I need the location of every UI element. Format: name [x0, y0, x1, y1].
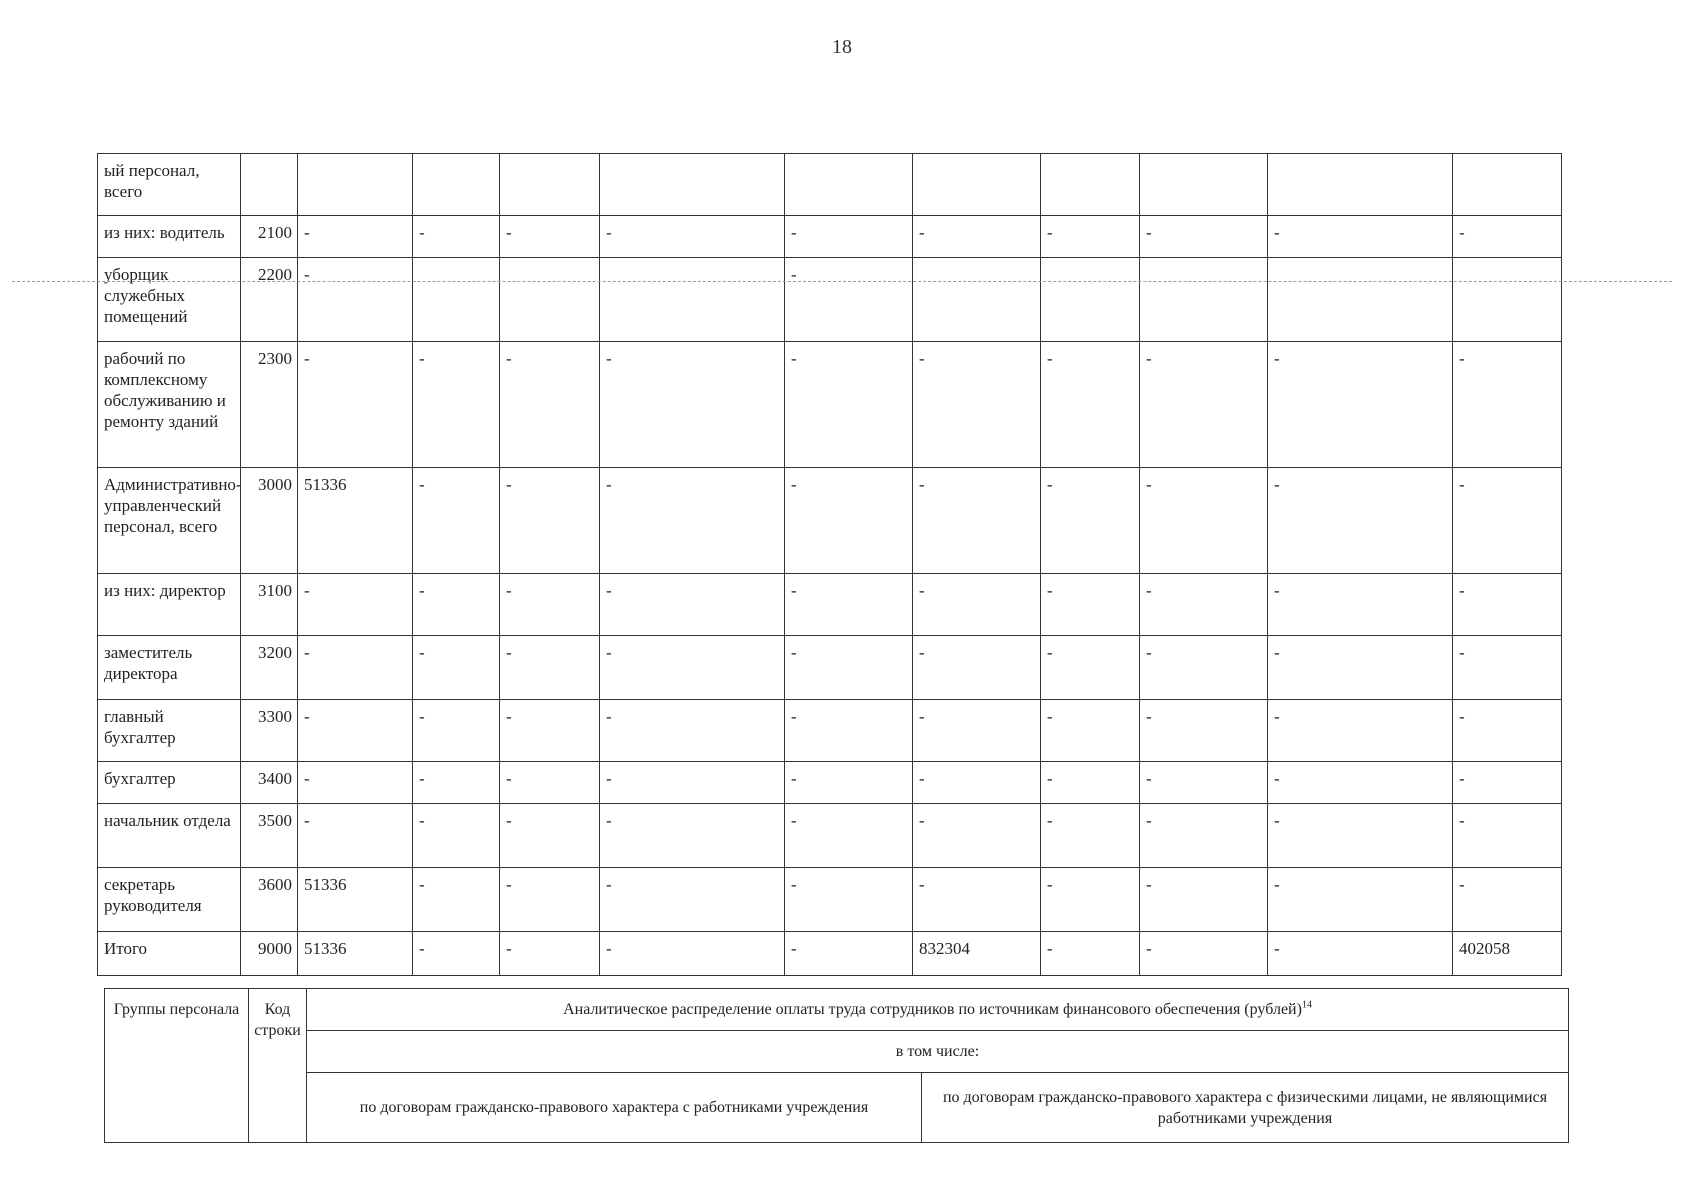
scan-artifact-line: [12, 281, 1672, 282]
row-cell: -: [1140, 342, 1268, 468]
staff-payroll-table: [97, 153, 1562, 976]
row-cell: [413, 258, 500, 342]
row-cell: -: [785, 804, 913, 868]
row-cell: -: [500, 762, 600, 804]
row-cell: -: [1041, 574, 1140, 636]
row-cell: -: [1140, 868, 1268, 932]
row-cell: -: [298, 762, 413, 804]
row-cell: -: [413, 804, 500, 868]
row-cell: -: [413, 342, 500, 468]
row-cell: -: [785, 342, 913, 468]
row-cell: -: [1140, 804, 1268, 868]
table-row: [98, 762, 1562, 804]
row-cell: 402058: [1453, 932, 1562, 976]
row-cell: -: [1140, 700, 1268, 762]
table-row: [98, 342, 1562, 468]
row-cell: -: [1140, 216, 1268, 258]
row-cell: [1041, 154, 1140, 216]
row-cell: [1140, 154, 1268, 216]
row-code: 2100: [241, 216, 298, 258]
row-cell: -: [600, 636, 785, 700]
row-cell: -: [413, 700, 500, 762]
row-cell: -: [1041, 700, 1140, 762]
row-cell: -: [600, 868, 785, 932]
row-code: 3500: [241, 804, 298, 868]
row-cell: -: [413, 636, 500, 700]
row-cell: -: [913, 216, 1041, 258]
row-cell: -: [600, 700, 785, 762]
row-cell: -: [298, 804, 413, 868]
row-cell: -: [1268, 574, 1453, 636]
row-cell: -: [600, 216, 785, 258]
row-code: 2300: [241, 342, 298, 468]
row-cell: -: [913, 636, 1041, 700]
analytical-distribution-header-table: [104, 988, 1569, 1143]
row-cell: -: [500, 932, 600, 976]
table-row: [98, 700, 1562, 762]
row-cell: -: [1268, 868, 1453, 932]
row-cell: -: [600, 762, 785, 804]
row-cell: -: [913, 574, 1041, 636]
row-cell: -: [785, 574, 913, 636]
row-cell: -: [1453, 762, 1562, 804]
row-label: главный бухгалтер: [98, 700, 241, 762]
row-cell: [1453, 258, 1562, 342]
table-row: [98, 154, 1562, 216]
analytical-distribution-title: Аналитическое распределение оплаты труда сотрудников по источникам финансового обеспечения (рублей): [563, 1001, 1302, 1018]
row-cell: -: [1453, 700, 1562, 762]
row-cell: [1268, 258, 1453, 342]
row-cell: -: [1453, 804, 1562, 868]
row-cell: -: [413, 468, 500, 574]
row-cell: -: [413, 932, 500, 976]
row-cell: -: [913, 342, 1041, 468]
row-cell: -: [413, 216, 500, 258]
row-cell: -: [785, 700, 913, 762]
row-code: 3200: [241, 636, 298, 700]
row-cell: -: [1140, 762, 1268, 804]
row-cell: [785, 154, 913, 216]
row-cell: -: [1041, 342, 1140, 468]
row-cell: -: [1140, 574, 1268, 636]
row-cell: -: [1268, 804, 1453, 868]
row-cell: -: [1453, 468, 1562, 574]
row-cell: -: [1268, 762, 1453, 804]
row-cell: [1140, 258, 1268, 342]
row-cell: [600, 154, 785, 216]
row-cell: [913, 154, 1041, 216]
table-row: [98, 868, 1562, 932]
row-cell: -: [500, 636, 600, 700]
row-cell: -: [1268, 700, 1453, 762]
including-header: в том числе:: [307, 1031, 1569, 1073]
row-cell: -: [1453, 636, 1562, 700]
table-row: [98, 804, 1562, 868]
row-cell: -: [500, 468, 600, 574]
table-row: [98, 574, 1562, 636]
row-cell: -: [500, 574, 600, 636]
footnote-ref: 14: [1301, 999, 1312, 1011]
row-cell: -: [785, 636, 913, 700]
row-cell: -: [413, 868, 500, 932]
row-code: 3000: [241, 468, 298, 574]
row-cell: -: [1268, 342, 1453, 468]
row-cell: -: [500, 804, 600, 868]
row-cell: -: [785, 258, 913, 342]
row-cell: -: [1140, 468, 1268, 574]
row-cell: -: [600, 804, 785, 868]
row-label: ый персонал, всего: [98, 154, 241, 216]
row-cell: -: [500, 342, 600, 468]
row-code: 2200: [241, 258, 298, 342]
row-cell: -: [500, 868, 600, 932]
row-code: [241, 154, 298, 216]
row-code: 3600: [241, 868, 298, 932]
row-cell: 51336: [298, 468, 413, 574]
row-cell: -: [785, 468, 913, 574]
row-cell: [500, 258, 600, 342]
civil-contracts-employees-header: по договорам гражданско-правового характера с работниками учреждения: [307, 1073, 922, 1143]
table-row: [98, 216, 1562, 258]
row-label: уборщик служебных помещений: [98, 258, 241, 342]
table-row: [98, 932, 1562, 976]
analytical-distribution-header: [307, 989, 1569, 1031]
row-cell: 51336: [298, 868, 413, 932]
row-cell: -: [1268, 636, 1453, 700]
row-cell: -: [785, 216, 913, 258]
row-cell: -: [785, 932, 913, 976]
table-row: [98, 468, 1562, 574]
row-cell: [298, 154, 413, 216]
row-cell: -: [1140, 636, 1268, 700]
row-label: из них: водитель: [98, 216, 241, 258]
row-cell: -: [913, 700, 1041, 762]
staff-groups-header: Группы персонала: [105, 989, 249, 1143]
row-cell: -: [913, 468, 1041, 574]
row-cell: -: [1453, 342, 1562, 468]
table-row: [98, 258, 1562, 342]
row-cell: -: [913, 868, 1041, 932]
row-cell: -: [298, 258, 413, 342]
table-row: [98, 636, 1562, 700]
row-code: 3100: [241, 574, 298, 636]
row-cell: -: [600, 468, 785, 574]
row-cell: -: [1268, 216, 1453, 258]
row-cell: -: [1041, 762, 1140, 804]
row-cell: -: [298, 574, 413, 636]
row-cell: -: [1140, 932, 1268, 976]
row-cell: -: [298, 216, 413, 258]
row-label: начальник отдела: [98, 804, 241, 868]
row-cell: -: [785, 868, 913, 932]
row-cell: -: [1453, 574, 1562, 636]
row-cell: [600, 258, 785, 342]
row-cell: -: [1041, 868, 1140, 932]
row-cell: [913, 258, 1041, 342]
row-cell: -: [1268, 932, 1453, 976]
row-label: Административно-управленческий персонал, всего: [98, 468, 241, 574]
row-cell: -: [1041, 468, 1140, 574]
row-cell: -: [913, 804, 1041, 868]
row-cell: -: [1041, 932, 1140, 976]
row-cell: 832304: [913, 932, 1041, 976]
row-label: рабочий по комплексному обслуживанию и ремонту зданий: [98, 342, 241, 468]
row-cell: [500, 154, 600, 216]
row-cell: [1041, 258, 1140, 342]
row-cell: -: [413, 762, 500, 804]
row-cell: -: [298, 700, 413, 762]
row-label: Итого: [98, 932, 241, 976]
row-code: 3300: [241, 700, 298, 762]
row-cell: [1453, 154, 1562, 216]
row-cell: [413, 154, 500, 216]
row-cell: -: [785, 762, 913, 804]
row-label: заместитель директора: [98, 636, 241, 700]
row-cell: -: [1041, 636, 1140, 700]
row-code-header: Код строки: [249, 989, 307, 1143]
row-cell: 51336: [298, 932, 413, 976]
row-cell: -: [1453, 216, 1562, 258]
row-cell: -: [913, 762, 1041, 804]
row-cell: -: [1268, 468, 1453, 574]
row-cell: -: [1041, 804, 1140, 868]
row-cell: -: [500, 216, 600, 258]
row-cell: -: [500, 700, 600, 762]
row-cell: -: [1041, 216, 1140, 258]
row-code: 9000: [241, 932, 298, 976]
page-number: 18: [832, 36, 852, 58]
row-cell: [1268, 154, 1453, 216]
row-cell: -: [600, 574, 785, 636]
row-label: секретарь руководителя: [98, 868, 241, 932]
row-cell: -: [600, 932, 785, 976]
row-cell: -: [413, 574, 500, 636]
row-cell: -: [600, 342, 785, 468]
row-cell: -: [1453, 868, 1562, 932]
row-label: из них: директор: [98, 574, 241, 636]
row-cell: -: [298, 342, 413, 468]
civil-contracts-individuals-header: по договорам гражданско-правового характера с физическими лицами, не являющимися работниками учреждения: [922, 1073, 1569, 1143]
row-label: бухгалтер: [98, 762, 241, 804]
row-code: 3400: [241, 762, 298, 804]
row-cell: -: [298, 636, 413, 700]
